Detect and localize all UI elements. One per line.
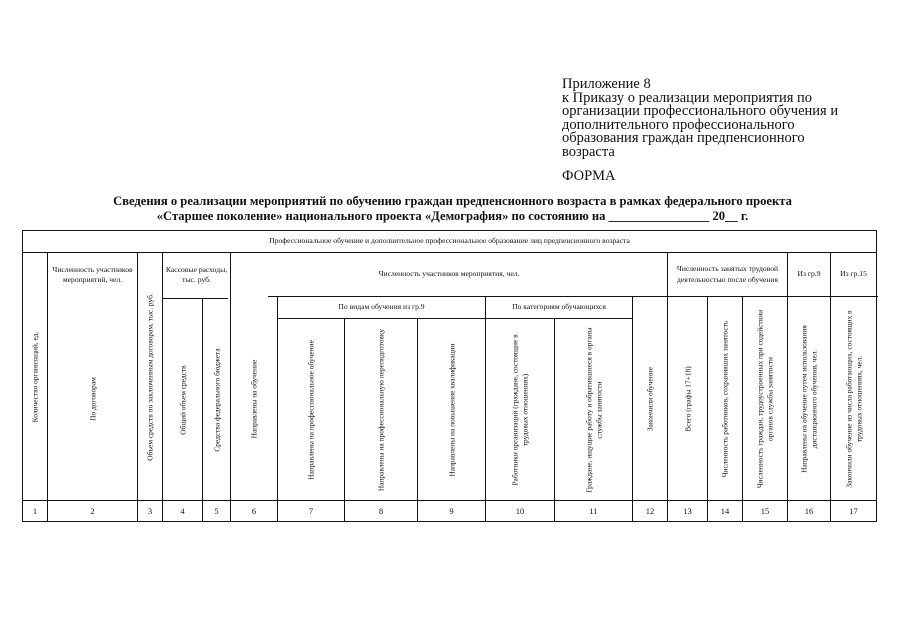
appendix-line: к Приказу о реализации мероприятия по [562,89,813,106]
col-number: 12 [645,506,655,516]
col-15-header [743,297,787,500]
col-number: 4 [180,506,185,516]
appendix-line: возраста [562,143,615,160]
col-12-label: Закончили обучение [645,366,655,431]
col-number: 14 [720,506,730,516]
group-by-type: По видам обучения из гр.9 [338,302,425,312]
col-14-header [708,297,742,500]
col-1-header [23,253,47,500]
col-6-header [231,297,277,500]
appendix-line: образования граждан предпенсионного [562,130,805,147]
group-by-category: По категориям обучающихся [512,302,606,312]
col-6-label: Направлены на обучение [249,359,259,438]
col-number: 10 [515,506,525,516]
group-from-15: Из гр.15 [840,269,867,279]
col-4-header [163,299,202,500]
col-17-label: Закончили обучение из числа работающих, состоящих в трудовых отношениях, чел. [844,309,863,488]
col-8-label: Направлены на профессиональную переподготовку [376,328,386,491]
col-5-header [203,299,230,500]
col-number: 3 [147,506,153,516]
col-16-label: Направлены на обучение путем использования дистанционного обучения, чел. [799,324,818,473]
group-cash: Кассовые расходы, тыс. руб. [165,264,228,284]
col-9-header [418,319,485,500]
col-7-label: Направлены на профессиональное обучение [306,339,316,480]
col-number: 16 [804,506,814,516]
col-17-header [831,297,876,500]
group-people: Численность участников мероприятия, чел. [378,269,520,279]
col-number: 2 [90,506,95,516]
col-7-header [278,319,344,500]
title-line-2: «Старшее поколение» национального проекта «Демография» по состоянию на ________________ 20__ г. [156,209,749,223]
col-12-header [633,297,667,500]
col-13-header [668,297,707,500]
col-14-label: Численность работников, сохранивших занятость [720,320,730,477]
group-from-9: Из гр.9 [797,269,821,279]
col-1-label: Количество организаций, ед. [30,331,40,422]
col-8-header [345,319,417,500]
col-10-label: Работники организаций (граждане, состоящие в трудовых отношениях) [510,333,529,486]
col-number: 11 [589,506,598,516]
col-9-label: Направлены на повышение квалификации [446,342,456,477]
col-number: 9 [449,506,454,516]
col-10-header [486,319,554,500]
appendix-block [562,78,882,160]
col-2-label: По договорам [87,376,97,421]
col-11-header [555,319,632,500]
table-banner: Профессиональное обучение и дополнительное профессиональное образование лиц предпенсионного возраста [269,236,630,246]
group-employed: Численность занятых трудовой деятельностью после обучения [676,264,779,284]
col-number: 6 [251,506,257,516]
col-number: 5 [214,506,219,516]
col-4-label: Общий объем средств [177,364,187,435]
col-number: 15 [760,506,770,516]
col-number: 7 [308,506,314,516]
col-16-header [788,297,830,500]
col-5-label: Средства федерального бюджета [211,347,221,452]
title-line-1: Сведения о реализации мероприятий по обучению граждан предпенсионного возраста в рамках федерального проекта [113,194,792,208]
col-number: 1 [32,506,38,516]
appendix-line: дополнительного профессионального [562,116,795,133]
col-13-label: Всего (графы 17+18) [682,365,692,432]
col-number: 17 [849,506,858,516]
group-participants: Численность участников мероприятий, чел. [52,264,133,284]
appendix-line: организации профессионального обучения и [562,103,839,120]
appendix-line: Приложение 8 [562,76,651,92]
col-number: 8 [378,506,384,516]
report-table [22,230,877,522]
col-15-label: Численность граждан, трудоустроенных при содействии органов службы занятости [755,309,774,488]
col-3-header [138,253,162,500]
col-3-label: Объем средств по заключенным договорам, тыс. руб. [145,292,155,461]
col-11-label: Граждане, ищущие работу и обратившиеся в органы службы занятости [584,326,603,493]
col-number: 13 [683,506,692,516]
form-label: ФОРМА [562,168,616,184]
document-title [60,194,845,224]
col-2-header [48,297,137,500]
